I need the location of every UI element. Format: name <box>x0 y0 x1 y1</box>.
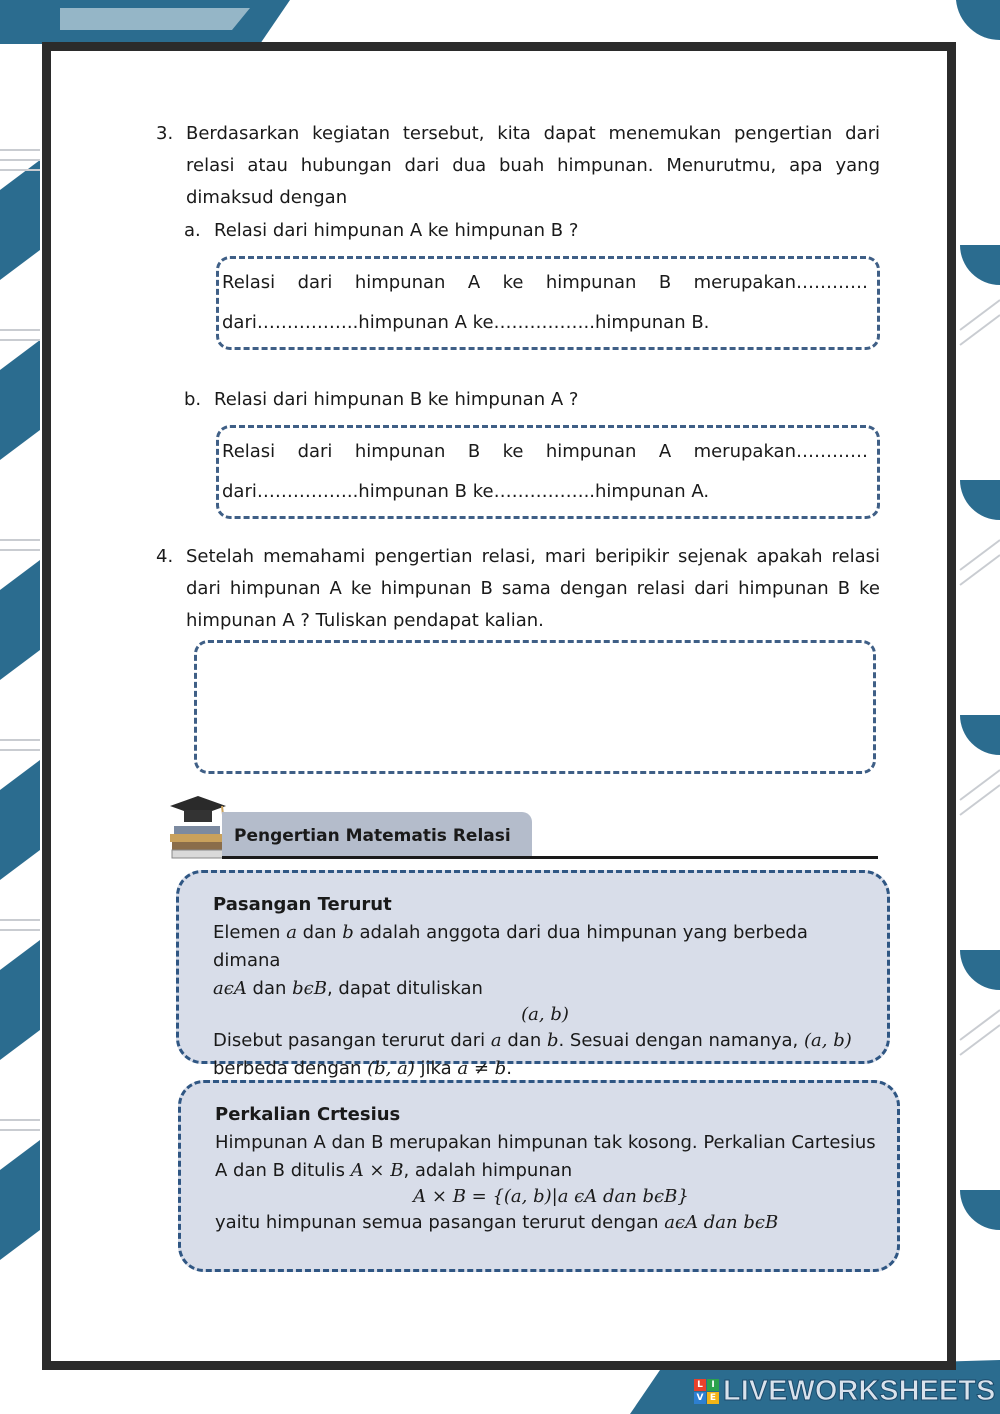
brand-text: LIVEWORKSHEETS <box>723 1374 996 1407</box>
info-box-ordered-pair <box>176 870 890 1079</box>
info-formula: A × B = {(a, b)|a ϵA dan bϵB} <box>413 1186 689 1207</box>
info-formula: (a, b) <box>521 1004 569 1025</box>
sub-text: Relasi dari himpunan B ke himpunan A ? <box>214 389 579 410</box>
info-line-1: Elemen a dan b adalah anggota dari dua himpunan yang berbeda dimana <box>213 922 808 971</box>
word: ke <box>502 441 524 462</box>
info-line-3: Disebut pasangan terurut dari a dan b. Sesuai dengan namanya, (a, b) <box>213 1030 852 1051</box>
logo-tile-grid: L I V E <box>694 1379 719 1404</box>
word: ke <box>502 272 524 293</box>
info-line-4: berbeda dengan (b, a) jika a ≠ b. <box>213 1058 512 1079</box>
question-3 <box>156 118 880 214</box>
sub-text: Relasi dari himpunan A ke himpunan B ? <box>214 220 579 241</box>
question-text: Berdasarkan kegiatan tersebut, kita dapat menemukan pengertian dari relasi atau hubungan dari dua buah himpunan. Menurutmu, apa yang dimaksud dengan <box>186 123 880 208</box>
info-title: Perkalian Crtesius <box>215 1104 401 1125</box>
info-content <box>213 891 877 1083</box>
fill-blank-3b[interactable] <box>222 441 868 502</box>
info-line-1: Himpunan A dan B merupakan himpunan tak kosong. Perkalian Cartesius <box>215 1132 876 1153</box>
word: Relasi <box>222 441 276 462</box>
word: Relasi <box>222 272 276 293</box>
info-title: Pasangan Terurut <box>213 894 392 915</box>
question-text: Setelah memahami pengertian relasi, mari beripikir sejenak apakah relasi dari himpunan A ke himpunan B sama dengan relasi dari himpunan B ke himpunan A ? Tuliskan pendapat kalian. <box>186 546 880 631</box>
info-box-cartesian-product <box>178 1080 900 1272</box>
info-content <box>215 1101 887 1237</box>
info-line-2: A dan B ditulis A × B, adalah himpunan <box>215 1160 573 1181</box>
fill-blank-3a[interactable] <box>222 272 868 333</box>
word: merupakan………… <box>693 441 868 462</box>
word: himpunan <box>354 441 446 462</box>
liveworksheets-logo[interactable] <box>694 1374 995 1408</box>
section-underline <box>222 856 878 859</box>
word: himpunan <box>545 441 637 462</box>
sub-letter: b. <box>184 389 202 410</box>
word: merupakan………… <box>693 272 868 293</box>
word: A <box>658 441 672 462</box>
word: B <box>467 441 481 462</box>
section-title: Pengertian Matematis Relasi <box>234 826 511 846</box>
question-number: 3. <box>156 123 174 144</box>
word: himpunan <box>545 272 637 293</box>
fill-line-2: dari……………..himpunan B ke……………..himpunan A. <box>222 481 710 502</box>
word: B <box>658 272 672 293</box>
fill-line-1 <box>222 441 868 462</box>
question-3b <box>184 385 874 415</box>
question-3a <box>184 216 874 246</box>
word: dari <box>297 272 333 293</box>
info-line-3: yaitu himpunan semua pasangan terurut dengan aϵA dan bϵB <box>215 1212 779 1233</box>
graduation-cap-books-icon <box>166 792 228 864</box>
word: himpunan <box>354 272 446 293</box>
question-4 <box>156 541 880 637</box>
info-line-2: aϵA dan bϵB, dapat dituliskan <box>213 978 483 999</box>
word: dari <box>297 441 333 462</box>
answer-box-4[interactable] <box>194 640 876 774</box>
word: A <box>467 272 481 293</box>
sub-letter: a. <box>184 220 201 241</box>
fill-line-1 <box>222 272 868 293</box>
question-number: 4. <box>156 546 174 567</box>
fill-line-2: dari……………..himpunan A ke……………..himpunan B. <box>222 312 710 333</box>
